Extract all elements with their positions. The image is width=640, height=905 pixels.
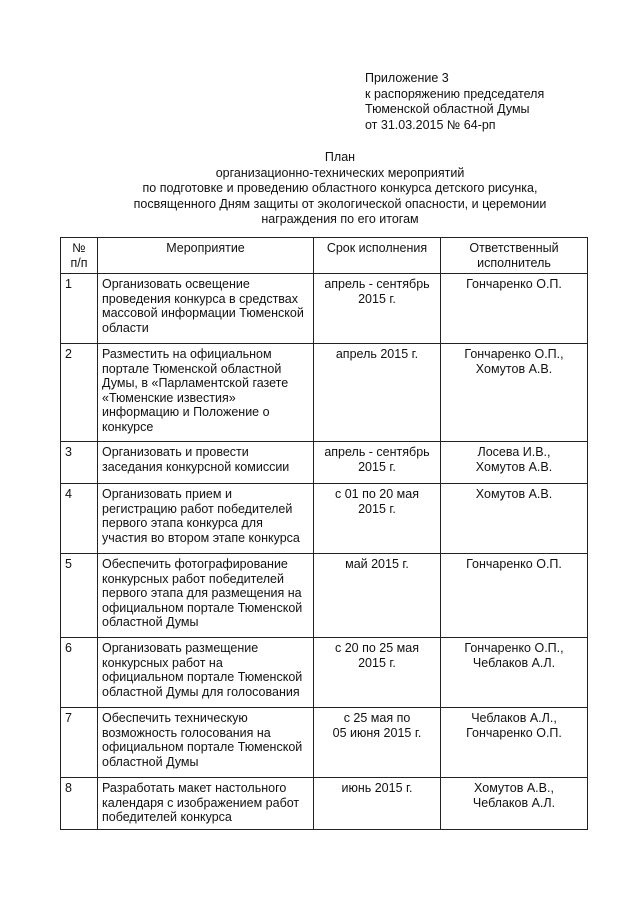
table-row [61, 638, 588, 708]
row-number: 4 [61, 484, 98, 554]
responsible-cell-line: Гончаренко О.П. [466, 557, 562, 571]
activity-cell-line: конкурсе [102, 419, 154, 434]
activity-cell-line: Организовать и провести [102, 445, 249, 459]
responsible-cell [441, 442, 588, 484]
activity-cell [98, 638, 314, 708]
document-title [60, 150, 620, 228]
term-cell-line: с 01 по 20 мая [335, 487, 419, 501]
term-cell [314, 484, 441, 554]
header-responsible: Ответственный исполнитель [441, 238, 588, 274]
activity-cell-line: Организовать прием и [102, 487, 232, 501]
term-cell-line: апрель 2015 г. [335, 347, 419, 361]
row-number: 6 [61, 638, 98, 708]
activity-cell-line: массовой информации Тюменской [102, 306, 304, 320]
plan-table [60, 237, 588, 830]
responsible-cell-line: Хомутов А.В., [474, 781, 554, 795]
activity-cell-line: официальном портале Тюменской [102, 600, 303, 615]
activity-cell-line: регистрацию работ победителей [102, 501, 293, 516]
term-cell-line: 05 июня 2015 г. [332, 725, 422, 740]
title-line: организационно-технических мероприятий [215, 165, 465, 180]
activity-cell-line: первого этапа конкурса для [102, 516, 263, 530]
header-term: Срок исполнения [314, 238, 441, 274]
activity-cell-line: Разработать макет настольного [102, 781, 287, 795]
activity-cell-line: области [102, 320, 149, 335]
responsible-cell [441, 638, 588, 708]
term-cell-line: с 20 по 25 мая [335, 641, 419, 655]
activity-cell-line: портале Тюменской областной [102, 361, 282, 376]
table-row [61, 484, 588, 554]
activity-cell-line: официальном портале Тюменской [102, 740, 303, 754]
term-cell-line: апрель - сентябрь [324, 277, 430, 291]
activity-cell-line: проведения конкурса в средствах [102, 291, 298, 306]
title-line: План [324, 150, 356, 164]
responsible-cell-line: Хомутов А.В. [475, 487, 553, 501]
term-cell-line: с 25 мая по [343, 711, 411, 725]
activity-cell [98, 344, 314, 442]
activity-cell [98, 708, 314, 778]
term-cell [314, 708, 441, 778]
table-row [61, 708, 588, 778]
header-num: № п/п [61, 238, 98, 274]
term-cell-line: июнь 2015 г. [341, 781, 413, 795]
activity-cell-line: конкурсных работ на [102, 655, 223, 670]
responsible-cell-line: Чеблаков А.Л. [472, 655, 556, 670]
term-cell-line: май 2015 г. [345, 557, 409, 571]
activity-cell-line: Обеспечить фотографирование [102, 557, 288, 571]
appendix-block [365, 71, 544, 133]
responsible-cell-line: Гончаренко О.П., [464, 347, 564, 361]
table-row [61, 554, 588, 638]
table-header-row [61, 238, 588, 274]
appendix-line: Тюменской областной Думы [365, 102, 530, 116]
row-number: 3 [61, 442, 98, 484]
activity-cell-line: официальном портале Тюменской [102, 670, 303, 684]
term-cell-line: 2015 г. [358, 291, 396, 306]
term-cell [314, 638, 441, 708]
responsible-cell-line: Чеблаков А.Л. [472, 795, 556, 810]
table-row [61, 778, 588, 830]
term-cell [314, 344, 441, 442]
appendix-line: от 31.03.2015 № 64-рп [365, 117, 496, 132]
activity-cell-line: Организовать размещение [102, 641, 259, 655]
activity-cell-line: Разместить на официальном [102, 347, 272, 361]
activity-cell [98, 442, 314, 484]
responsible-cell-line: Лосева И.В., [477, 445, 551, 459]
table-row [61, 442, 588, 484]
activity-cell-line: участия во втором этапе конкурса [102, 530, 300, 545]
term-cell-line: апрель - сентябрь [324, 445, 430, 459]
activity-cell [98, 778, 314, 830]
title-line: по подготовке и проведению областного конкурса детского рисунка, [142, 181, 538, 195]
responsible-cell [441, 554, 588, 638]
term-cell [314, 442, 441, 484]
term-cell-line: 2015 г. [358, 459, 396, 474]
row-number: 2 [61, 344, 98, 442]
term-cell [314, 274, 441, 344]
responsible-cell [441, 274, 588, 344]
responsible-cell-line: Хомутов А.В. [475, 361, 553, 376]
activity-cell-line: областной Думы [102, 615, 199, 629]
activity-cell-line: Обеспечить техническую [102, 711, 248, 725]
term-cell-line: 2015 г. [358, 501, 396, 516]
table-row [61, 344, 588, 442]
activity-cell-line: первого этапа для размещения на [102, 586, 302, 600]
responsible-cell-line: Гончаренко О.П., [464, 641, 564, 655]
table-row [61, 274, 588, 344]
activity-cell-line: заседания конкурсной комиссии [102, 459, 290, 474]
activity-cell-line: областной Думы для голосования [102, 684, 300, 699]
activity-cell-line: Организовать освещение [102, 277, 250, 291]
activity-cell-line: Думы, в «Парламентской газете [102, 376, 289, 390]
activity-cell-line: календаря с изображением работ [102, 795, 300, 810]
appendix-line: к распоряжению председателя [365, 86, 545, 101]
responsible-cell-line: Хомутов А.В. [475, 459, 553, 474]
row-number: 8 [61, 778, 98, 830]
activity-cell [98, 484, 314, 554]
activity-cell-line: областной Думы [102, 754, 199, 769]
activity-cell-line: информацию и Положение о [102, 405, 270, 419]
activity-cell [98, 554, 314, 638]
responsible-cell-line: Чеблаков А.Л., [471, 711, 557, 725]
responsible-cell [441, 484, 588, 554]
responsible-cell [441, 344, 588, 442]
row-number: 7 [61, 708, 98, 778]
term-cell [314, 778, 441, 830]
activity-cell [98, 274, 314, 344]
responsible-cell-line: Гончаренко О.П. [466, 277, 562, 291]
activity-cell-line: конкурсных работ победителей [102, 571, 284, 586]
term-cell [314, 554, 441, 638]
activity-cell-line: победителей конкурса [102, 810, 232, 824]
appendix-line: Приложение 3 [365, 71, 449, 85]
table-body [61, 274, 588, 830]
title-line: награждения по его итогам [261, 212, 419, 226]
activity-cell-line: «Тюменские известия» [102, 390, 236, 405]
responsible-cell-line: Гончаренко О.П. [466, 725, 562, 740]
activity-cell-line: возможность голосования на [102, 725, 271, 740]
responsible-cell [441, 778, 588, 830]
row-number: 5 [61, 554, 98, 638]
responsible-cell [441, 708, 588, 778]
title-line: посвященного Дням защиты от экологической опасности, и церемонии [133, 196, 547, 211]
row-number: 1 [61, 274, 98, 344]
term-cell-line: 2015 г. [358, 655, 396, 670]
header-activity: Мероприятие [98, 238, 314, 274]
